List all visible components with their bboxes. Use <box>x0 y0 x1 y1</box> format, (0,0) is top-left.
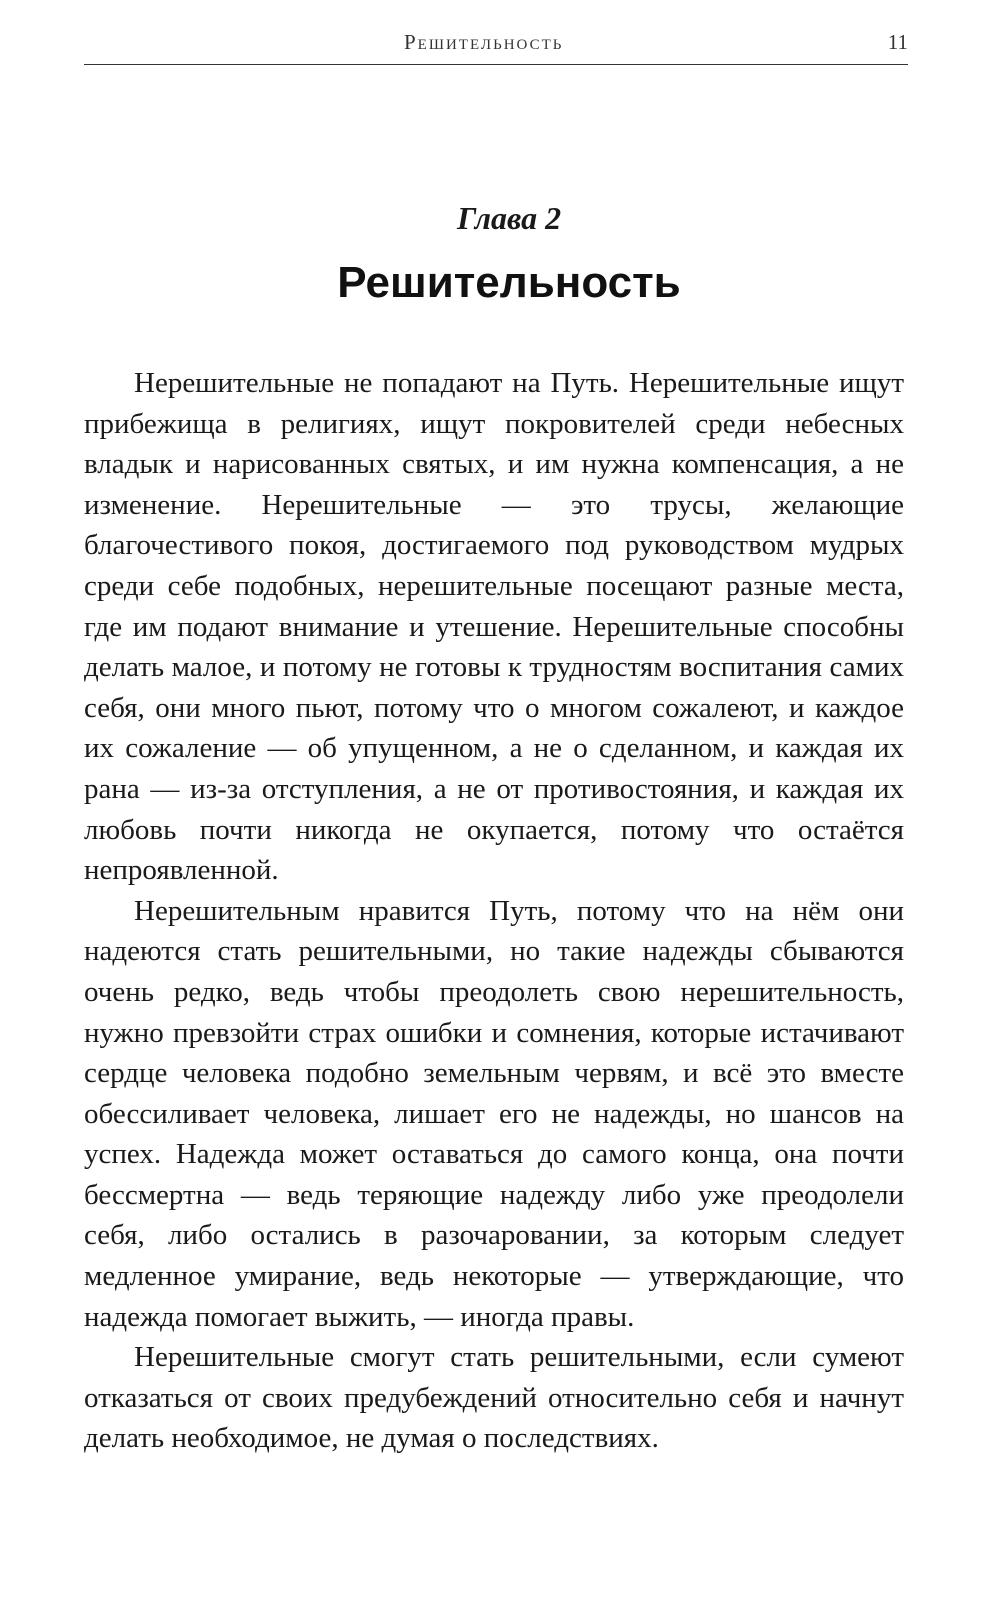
paragraph: Нерешительным нравится Путь, потому что на нём они надеются стать решительными, но такие надежды сбываются очень редко, ведь чтобы преодолеть свою нерешительность, нужно превзойти страх ошибки и сомнения, которые истачивают сердце человека подобно земельным червям, и всё это вместе обессиливает человека, лишает его не надежды, но шансов на успех. Надежда может оставаться до самого конца, она почти бессмертна — ведь теряющие надежду либо уже преодолели себя, либо остались в разочаровании, за которым следует медленное умирание, ведь некоторые — утверждающие, что надежда помогает выжить, — иногда правы. <box>84 894 904 1333</box>
chapter-body <box>84 363 904 1459</box>
running-title: Решительность <box>404 30 564 54</box>
page-number: 11 <box>887 30 908 54</box>
chapter-title: Решительность <box>337 258 681 307</box>
running-header <box>84 26 908 65</box>
chapter-label: Глава 2 <box>456 200 562 236</box>
paragraph: Нерешительные смогут стать решительными, если сумеют отказаться от своих предубеждений относительно себя и начнут делать необходимое, не думая о последствиях. <box>84 1341 904 1455</box>
paragraph: Нерешительные не попадают на Путь. Нерешительные ищут прибежища в религиях, ищут покровителей среди небесных владык и нарисованных святых, и им нужна компенсация, а не изменение. Нерешительные — это трусы, желающие благочестивого покоя, достигаемого под руководством мудрых среди себе подобных, нерешительные посещают разные места, где им подают внимание и утешение. Нерешительные способны делать малое, и потому не готовы к трудностям воспитания самих себя, они много пьют, потому что о многом сожалеют, и каждое их сожаление — об упущенном, а не о сделанном, и каждая их рана — из-за отступления, а не от противостояния, и каждая их любовь почти никогда не окупается, потому что остаётся непроявленной. <box>84 367 904 887</box>
